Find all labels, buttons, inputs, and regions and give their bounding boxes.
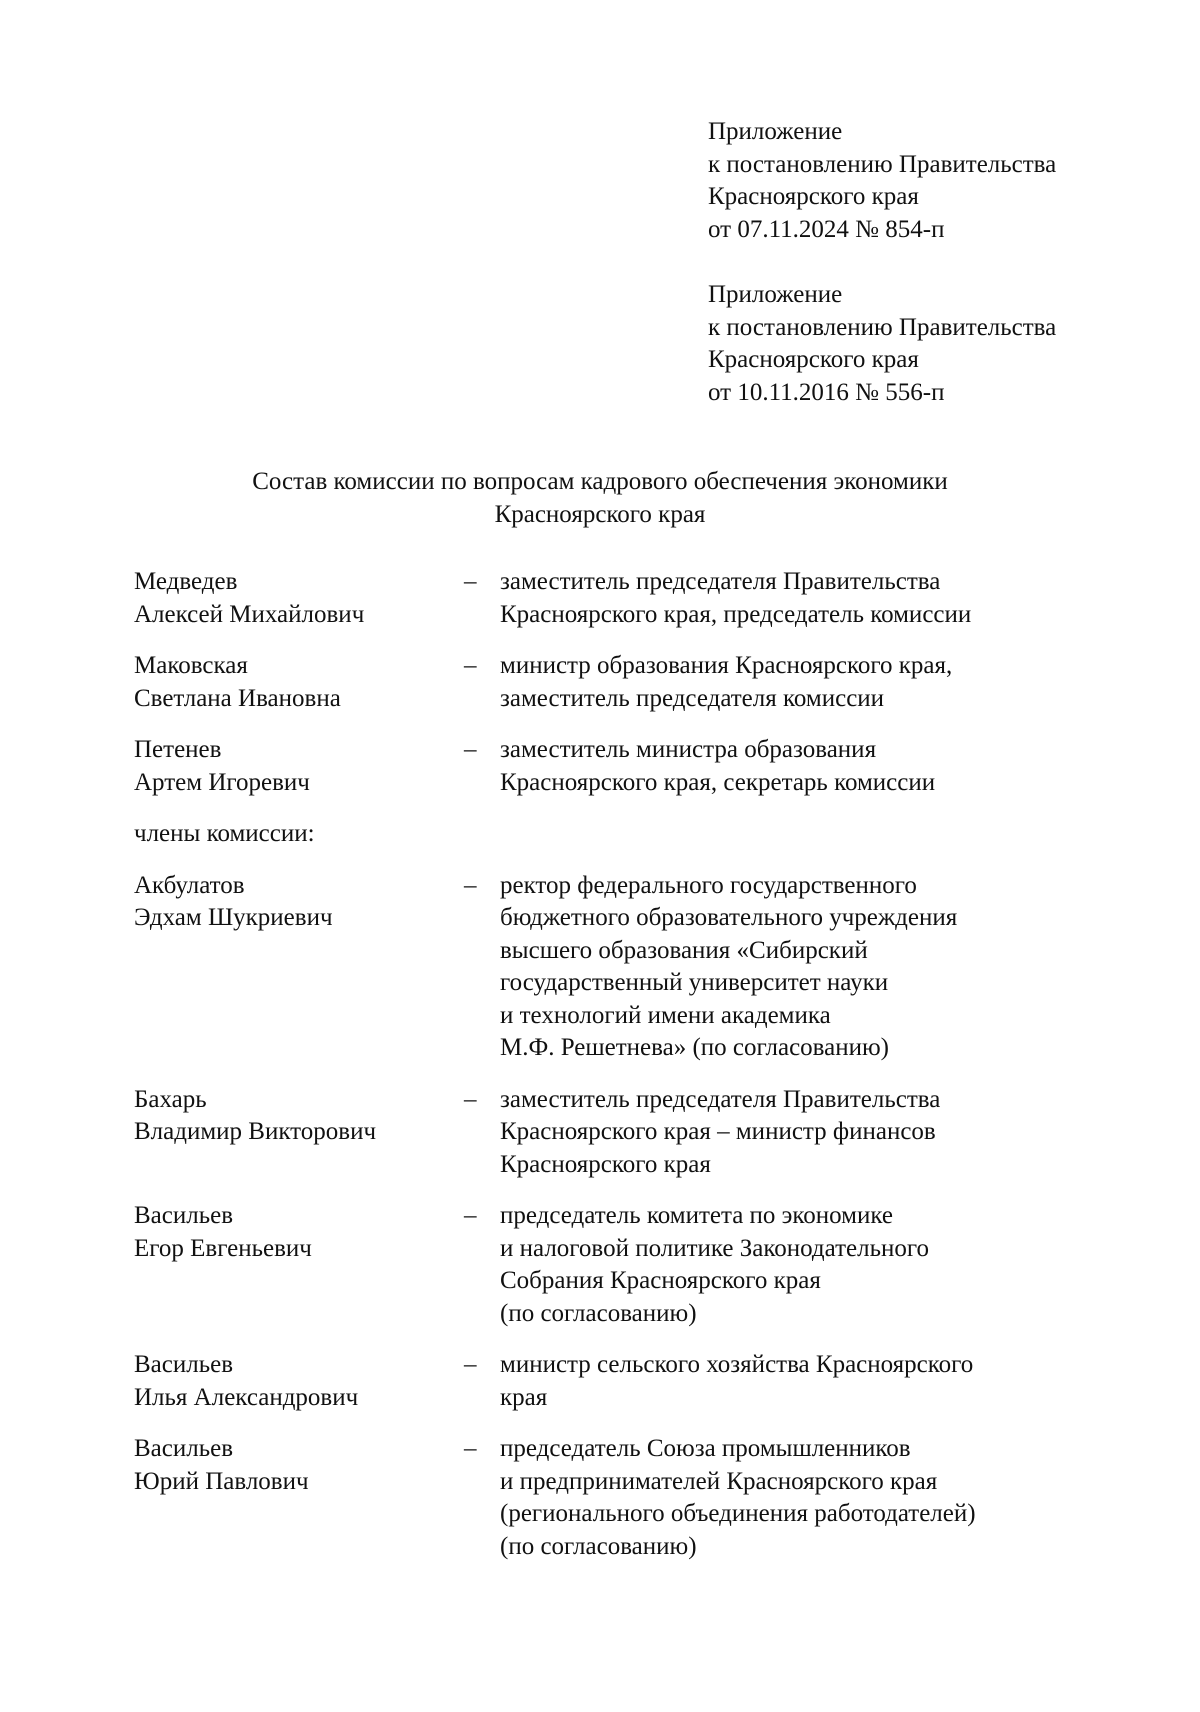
position-line: и технологий имени академика <box>500 1001 831 1029</box>
title-line: Состав комиссии по вопросам кадрового обеспечения экономики <box>252 468 948 495</box>
position-line: Красноярского края <box>500 1150 711 1178</box>
member-surname: Васильев <box>134 1435 234 1462</box>
appendix-line: к постановлению Правительства <box>708 150 1057 178</box>
position-line: (по согласованию) <box>500 1532 697 1560</box>
member-given-name: Илья Александрович <box>134 1383 359 1411</box>
position-line: (по согласованию) <box>500 1299 697 1327</box>
member-surname: Акбулатов <box>134 871 245 899</box>
member-position <box>500 1349 1094 1414</box>
position-line: заместитель председателя Правительства <box>500 568 941 595</box>
position-line: заместитель министра образования <box>500 736 877 763</box>
appendix-date-number: от 07.11.2024 № 854-п <box>708 215 945 243</box>
member-row <box>134 870 1094 1065</box>
member-given-name: Егор Евгеньевич <box>134 1234 312 1262</box>
member-given-name: Владимир Викторович <box>134 1118 377 1145</box>
member-position <box>500 734 1094 799</box>
appendix-line: Красноярского края <box>708 183 919 210</box>
member-name <box>134 650 444 715</box>
member-position <box>500 870 1094 1065</box>
member-name <box>134 734 444 799</box>
member-position <box>500 650 1094 715</box>
appendix-header-current <box>708 116 1056 246</box>
members-group-label: члены комиссии: <box>134 820 315 847</box>
document-title <box>0 465 1200 531</box>
position-line: заместитель председателя комиссии <box>500 684 885 712</box>
position-line: края <box>500 1383 548 1411</box>
member-name <box>134 1200 444 1265</box>
appendix-date-number: от 10.11.2016 № 556-п <box>708 378 945 406</box>
dash-separator: – <box>464 736 477 763</box>
member-position <box>500 566 1094 631</box>
member-surname: Васильев <box>134 1202 234 1229</box>
position-line: Красноярского края, председатель комиссии <box>500 600 972 628</box>
member-name <box>134 1084 444 1149</box>
member-row <box>134 1200 1094 1330</box>
dash-separator: – <box>464 1351 477 1378</box>
member-position <box>500 1084 1094 1182</box>
position-line: и предпринимателей Красноярского края <box>500 1467 938 1495</box>
member-name <box>134 1349 444 1414</box>
dash-separator: – <box>464 1085 477 1113</box>
member-name <box>134 566 444 631</box>
appendix-line: Приложение <box>708 118 843 145</box>
position-line: министр образования Красноярского края, <box>500 652 953 679</box>
member-given-name: Юрий Павлович <box>134 1467 309 1495</box>
member-position <box>500 1433 1094 1563</box>
position-line: заместитель председателя Правительства <box>500 1085 941 1113</box>
member-name <box>134 870 444 935</box>
position-line: председатель Союза промышленников <box>500 1435 911 1462</box>
position-line: Красноярского края, секретарь комиссии <box>500 768 936 796</box>
title-line: Красноярского края <box>494 501 706 528</box>
position-line: государственный университет науки <box>500 969 889 996</box>
commission-members-list <box>134 566 1094 1563</box>
dash-separator: – <box>464 871 477 899</box>
member-given-name: Артем Игоревич <box>134 768 310 796</box>
member-row <box>134 566 1094 631</box>
member-surname: Васильев <box>134 1351 234 1378</box>
member-row <box>134 650 1094 715</box>
position-line: Красноярского края – министр финансов <box>500 1118 936 1145</box>
member-given-name: Алексей Михайлович <box>134 600 365 628</box>
position-line: М.Ф. Решетнева» (по согласованию) <box>500 1034 890 1061</box>
member-row <box>134 734 1094 799</box>
member-position <box>500 1200 1094 1330</box>
member-surname: Бахарь <box>134 1085 207 1113</box>
position-line: высшего образования «Сибирский <box>500 936 868 964</box>
position-line: и налоговой политике Законодательного <box>500 1234 930 1262</box>
dash-separator: – <box>464 568 477 595</box>
appendix-line: к постановлению Правительства <box>708 313 1057 341</box>
member-given-name: Светлана Ивановна <box>134 684 341 712</box>
appendix-line: Приложение <box>708 281 843 308</box>
dash-separator: – <box>464 1435 477 1462</box>
position-line: министр сельского хозяйства Красноярского <box>500 1351 974 1378</box>
member-surname: Медведев <box>134 568 238 595</box>
position-line: (регионального объединения работодателей) <box>500 1500 976 1527</box>
position-line: Собрания Красноярского края <box>500 1267 821 1294</box>
dash-separator: – <box>464 1202 477 1229</box>
member-row <box>134 1433 1094 1563</box>
position-line: бюджетного образовательного учреждения <box>500 904 958 931</box>
member-row <box>134 1349 1094 1414</box>
member-row <box>134 1084 1094 1182</box>
dash-separator: – <box>464 652 477 679</box>
member-given-name: Эдхам Шукриевич <box>134 904 333 931</box>
position-line: председатель комитета по экономике <box>500 1202 894 1229</box>
appendix-line: Красноярского края <box>708 346 919 373</box>
position-line: ректор федерального государственного <box>500 871 917 899</box>
appendix-header-original <box>708 279 1056 409</box>
member-surname: Петенев <box>134 736 222 763</box>
member-name <box>134 1433 444 1498</box>
member-surname: Маковская <box>134 652 248 679</box>
